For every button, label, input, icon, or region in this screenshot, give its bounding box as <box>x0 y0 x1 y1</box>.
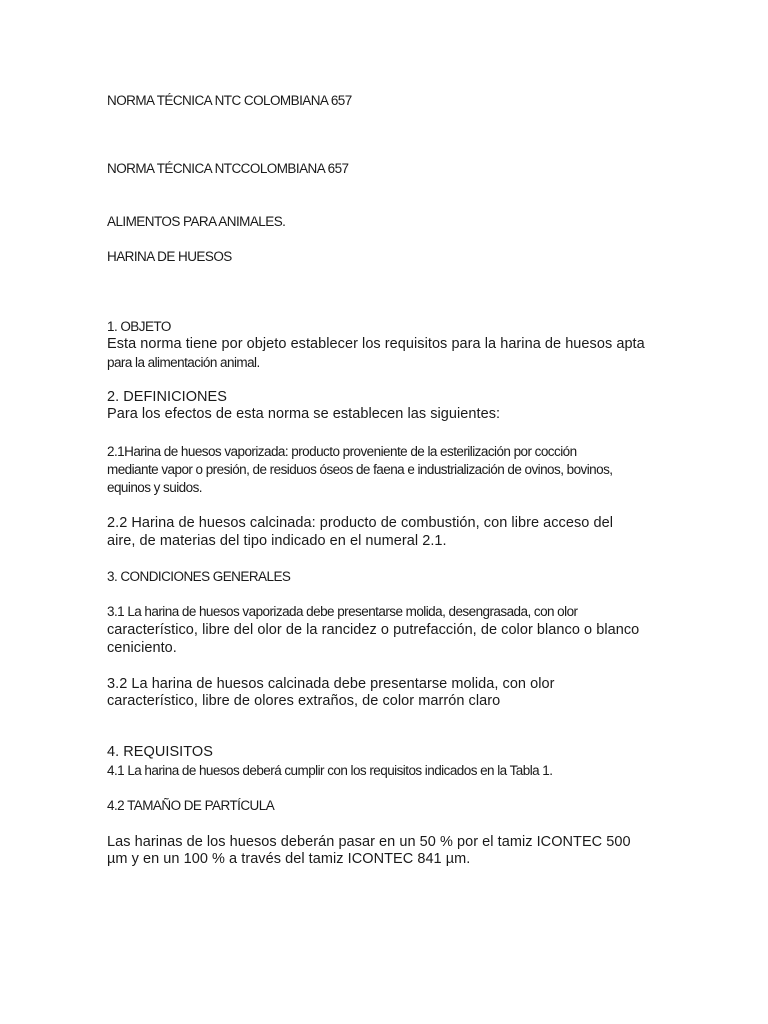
paragraph-line: aire, de materias del tipo indicado en el numeral 2.1. <box>107 533 447 549</box>
section-heading-condiciones: 3. CONDICIONES GENERALES <box>107 569 291 584</box>
paragraph-line: 2.1Harina de huesos vaporizada: producto proveniente de la esterilización por cocción <box>107 444 577 459</box>
paragraph-line: Esta norma tiene por objeto establecer los requisitos para la harina de huesos apta <box>107 336 645 352</box>
document-subtitle: HARINA DE HUESOS <box>107 249 232 264</box>
paragraph-line: ceniciento. <box>107 640 177 656</box>
document-title: NORMA TÉCNICA NTCCOLOMBIANA 657 <box>107 161 349 176</box>
paragraph-line: 4.1 La harina de huesos deberá cumplir con los requisitos indicados en la Tabla 1. <box>107 763 553 778</box>
paragraph-line: 2.2 Harina de huesos calcinada: producto de combustión, con libre acceso del <box>107 515 613 531</box>
subsection-heading-tamano: 4.2 TAMAÑO DE PARTÍCULA <box>107 798 275 813</box>
section-heading-requisitos: 4. REQUISITOS <box>107 744 213 760</box>
section-heading-definiciones: 2. DEFINICIONES <box>107 389 227 405</box>
paragraph-line: Las harinas de los huesos deberán pasar en un 50 % por el tamiz ICONTEC 500 <box>107 834 631 850</box>
paragraph-line: característico, libre del olor de la rancidez o putrefacción, de color blanco o blanco <box>107 622 640 638</box>
paragraph-line: para la alimentación animal. <box>107 355 260 370</box>
header-title: NORMA TÉCNICA NTC COLOMBIANA 657 <box>107 93 352 108</box>
paragraph-line: 3.1 La harina de huesos vaporizada debe presentarse molida, desengrasada, con olor <box>107 604 578 619</box>
paragraph-line: µm y en un 100 % a través del tamiz ICONTEC 841 µm. <box>107 851 471 867</box>
paragraph-line: 3.2 La harina de huesos calcinada debe presentarse molida, con olor <box>107 676 555 692</box>
paragraph-line: Para los efectos de esta norma se establecen las siguientes: <box>107 406 501 422</box>
paragraph-line: equinos y suidos. <box>107 480 202 495</box>
paragraph-line: mediante vapor o presión, de residuos óseos de faena e industrialización de ovinos, bovinos, <box>107 462 613 477</box>
paragraph-line: característico, libre de olores extraños, de color marrón claro <box>107 693 501 709</box>
section-heading-objeto: 1. OBJETO <box>107 319 171 334</box>
document-subtitle: ALIMENTOS PARA ANIMALES. <box>107 214 286 229</box>
